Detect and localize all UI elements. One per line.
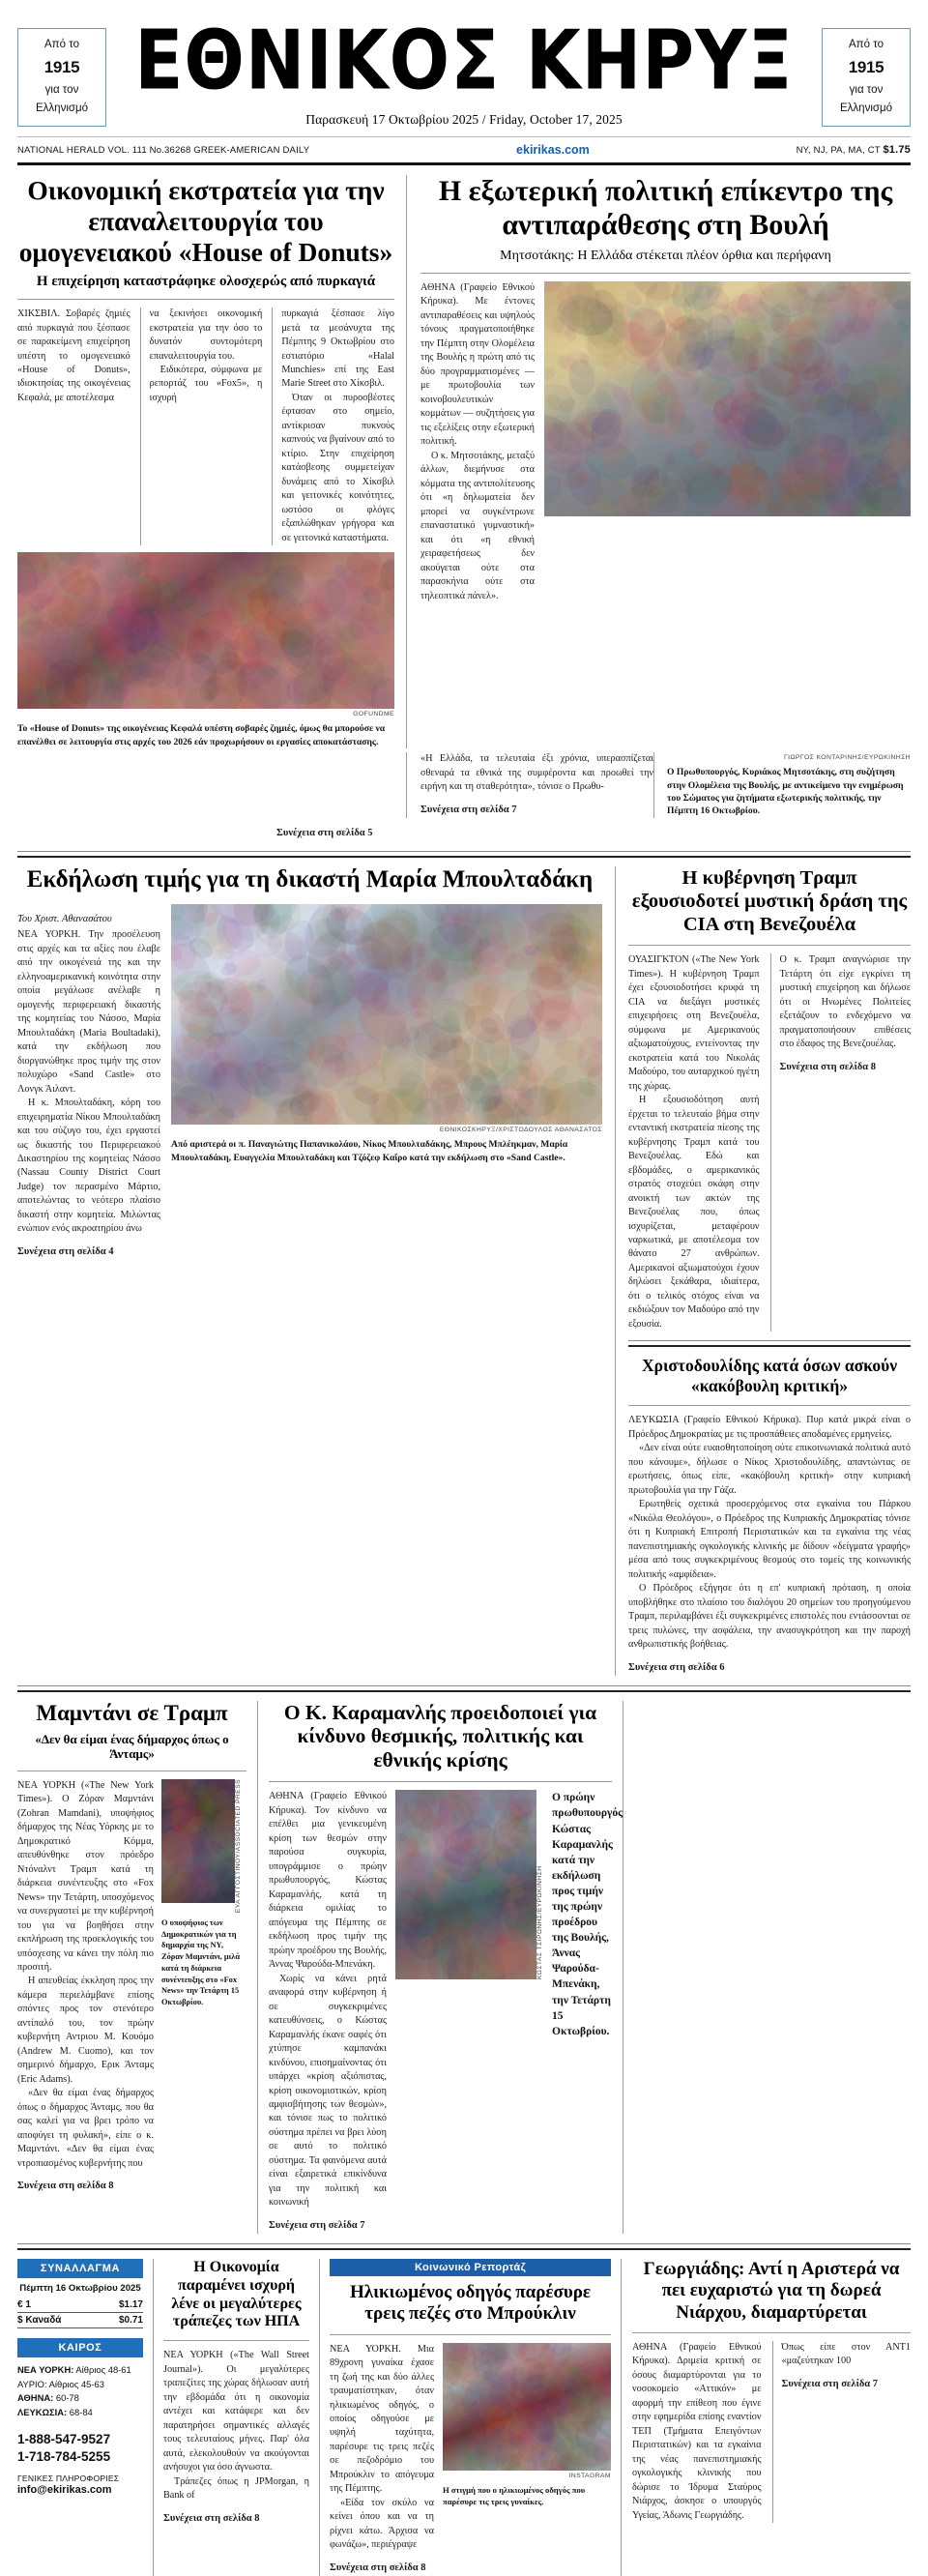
paragraph: ΝΕΑ ΥΟΡΚΗ («The Wall Street Journal»). Οι μεγαλύτερες τραπεζίτες της χώρας δήλωσαν αυτή την εβδομάδα ότι η οικονομία αντέχει και κατάφερε και δεν παρατηρήσει σημαντικές αλλαγές τους τελευταίους μήνες. Παρ' όλα αυτά, ελεκολουθούν να ακούγονται ανήσυχοι για όσο άγνωστα. xyxy=(163,2350,309,2474)
mid-right-cont: Συνέχεια στη σελίδα 8 xyxy=(779,1061,877,1072)
top-section xyxy=(17,165,911,748)
paragraph: ΝΕΑ ΥΟΡΚΗ («The New York Times»). Ο Ζόραν Μαμντάνι (Zohran Mamdani), υποψήφιος δήμαρχος της Νέας Υόρκης με το Δημοκρατικό Κόμμα, απευθύνθηκε στον πρόεδρο Ντόναλντ Τραμπ κατά τη διάρκεια συνέντευξης στο «Fox News» την Τετάρτη, υποσχόμενος να συνεργαστεί με την κυβέρνησή του για να βοηθήσει στην εκπλήρωση της προεκλογικής του υπόσχεσης να κάνει την πόλη πιο προσιτή. xyxy=(17,1779,154,1973)
low-a-photo-wrap xyxy=(161,1779,246,2194)
weather-row xyxy=(17,2378,143,2392)
paragraph: ΝΕΑ ΥΟΡΚΗ. Την προσέλευση στις αρχές και τα αξίες που έλαβε από την οικογένειά της και την ελληνοαμερικανική κοινότητα στην οποία μεγάλωσε ανέλαβε η ομογενής περιφερειακή δικαστής της κομητείας του Νάσσο, Μαρία Μπουλταδάκη (Maria Boultadaki), κατά την εκδήλωση που διοργανώθηκε προς τιμήν της στον πολυχώρο «Sand Castle» στο Λονγκ Άιλαντ. xyxy=(17,929,160,1095)
paragraph: Η εξουσιοδότηση αυτή έρχεται το τελευταίο βήμα στην ενταντική εκστρατεία πίεσης της κυβέρνησης Τραμπ κατά του Βενεζουέλας. Εδώ και εβδομάδες, ο αμερικανικός στρατός στοχεύει σκάφη στην ανοικτή των ακτών της Βενεζουέλας που, όπως ισχυρίζεται, μεταφέρουν ναρκωτικά, με αποτέλεσμα τον θάνατο 27 ανθρώπων. Αμερικανοί αξιωματούχοι έχουν δηλώσει ξεκάθαρα, ιδιαίτερα, ότι ο τελικός στόχος είναι να εκδιώξουν τον Μαδούρο από την εξουσία. xyxy=(627,1095,760,1330)
price-info xyxy=(797,144,911,156)
paragraph: Η απευθείας έκκληση προς την κάμερα περιελάμβανε επίσης σπόντες προς τον στενότερο αντίπαλό του, τον πρώην κυβερνήτη Αντριου Μ. Κουόμο (Andrew M. Cuomo), και τον σημερινό δήμαρχο, Ερικ Άνταμς (Eric Adams). xyxy=(17,1976,154,2085)
paragraph: να ξεκινήσει οικονομική εκστρατεία για την όσο το δυνατόν συντομότερη επαναλειτουργία του. xyxy=(149,308,263,362)
ear-right-line4: Ελληνισμό xyxy=(840,102,892,115)
bot3-body xyxy=(330,2343,611,2576)
lead-right-caption-cell xyxy=(653,752,911,818)
paragraph: ΝΕΑ ΥΟΡΚΗ. Μια 89χρονη γυναίκα έχασε τη ζωή της και δύο άλλες τραυματίστηκαν, όταν ηλικιωμένος οδηγός, ο οποίος οδηγούσε με υψηλή ταχύτητα, παρέσυρε τις τρεις πεζές σε πεζοδρόμιο του Μπρούκλιν το απόγευμα της Πέμπτης. xyxy=(330,2343,434,2495)
low-a-photo xyxy=(161,1779,235,1903)
mid-right-col1 xyxy=(628,953,760,1332)
mid-right-rule xyxy=(628,945,911,946)
fx-row xyxy=(17,2298,143,2313)
fx-date: Πέμπτη 16 Οκτωβρίου 2025 xyxy=(19,2282,141,2294)
lead-left-columns xyxy=(17,307,394,545)
mid-left-col1 xyxy=(17,928,160,1260)
low-b-photo-credit: ΚΩΣΤΑΣ ΤΣΙΡΩΝΗΣ/ΕΥΡΩΚΙΝΗΣΗ xyxy=(536,1865,543,1980)
mid-right-columns xyxy=(628,953,911,1332)
lead-left-col1 xyxy=(17,307,130,545)
lead-right-photo-wrap xyxy=(544,281,911,603)
weather-list xyxy=(17,2357,143,2420)
weather-value: Αίθριος 45-63 xyxy=(46,2378,104,2389)
lead-story-right xyxy=(406,175,911,748)
bot4-cont: Συνέχεια στη σελίδα 7 xyxy=(781,2378,879,2389)
masthead-date: Παρασκευή 17 Οκτωβρίου 2025 / Friday, October 17, 2025 xyxy=(305,112,623,128)
paragraph: Όπως είπε στον ΑΝΤ1 «μαζεύτηκαν 100 xyxy=(781,2341,911,2367)
low-b-body xyxy=(269,1790,623,2233)
paragraph: «Δεν είναι ούτε ευαισθητοποίηση ούτε επικοινωνιακά πολιτικά αυτό που κάνουμε», δήλωσε ο Νίκος Χριστοδουλίδης, απαντώντας σε ερωτήσεις, όπως είπε, «κακόβουλη κριτική» στην κυπριακή πρωτοβουλία για την Γάζα. xyxy=(627,1443,911,1496)
low-a-subhead: «Δεν θα είμαι ένας δήμαρχος όπως ο Άνταμς» xyxy=(35,1731,229,1762)
bot3-photo-wrap xyxy=(443,2343,611,2576)
lead-left-subhead: Η επιχείρηση καταστράφηκε ολοσχερώς από πυρκαγιά xyxy=(36,274,376,290)
bot4-columns xyxy=(632,2341,911,2523)
lower-section xyxy=(17,1701,911,2234)
lead-left-col2 xyxy=(140,307,263,545)
mid-left-byline: Του Χριστ. Αθανασάτου xyxy=(17,914,112,925)
mid-left-text-col xyxy=(17,904,160,1260)
lead-right-photo-credit: ΓΙΩΡΓΟΣ ΚΟΝΤΑΡΙΝΗΣ/ΕΥΡΩΚΙΝΗΣΗ xyxy=(783,754,911,762)
mid-story-left xyxy=(17,866,615,1676)
low-story-b xyxy=(257,1701,623,2234)
publication-info: NATIONAL HERALD VOL. 111 No.36268 GREEK-AMERICAN DAILY xyxy=(17,144,310,156)
paragraph: Όταν οι πυροσβέστες έφτασαν στο σημείο, αντίκρισαν πυκνούς καπνούς να βγαίνουν από το κτίριο. Στην επιχείρηση κατάσβεσης συμμετείχαν δυνάμεις από το Χίκσβιλ και γειτονικές κοινότητες, ωστόσο οι φλόγες εξαπλώθηκαν γρήγορα και σε γειτονικά καταστήματα. xyxy=(281,392,395,543)
lead-right-extra-col xyxy=(406,752,653,818)
mid-right-headline[interactable]: Η κυβέρνηση Τραμπ εξουσιοδοτεί μυστική δράση της CIA στη Βενεζουέλα xyxy=(631,866,908,936)
website-link[interactable]: ekirikas.com xyxy=(516,143,590,158)
mid-story-right xyxy=(615,866,911,1676)
top-footer-row xyxy=(17,752,911,818)
fx-row xyxy=(17,2313,143,2328)
lead-story-left xyxy=(17,175,406,748)
low-a-caption: Ο υποψήφιος των Δημοκρατικών για τη δημαρχία της ΝΥ, Ζόραν Μαμντάνι, μιλά κατά τη διάρκεια συνέντευξης στο «Fox News» την Τετάρτη 15 Οκτωβρίου. xyxy=(161,1917,241,2007)
bot4-rule xyxy=(632,2332,911,2333)
low-a-photo-credit: ΕΥΑ ΑΓΓΟΣΤΙΝΟΥ/ASSOCIATED PRESS xyxy=(235,1778,242,1913)
section-rule-2b xyxy=(17,1690,911,1692)
paragraph: Ερωτηθείς σχετικά προσερχόμενος στα εγκαίνια του Πάρκου «Νικόλα Θεολόγου», ο Πρόεδρος της Κυπριακής Δημοκρατίας τόνισε ότι η Κυπριακή Επιτροπή Περιστατικών και τα εγκαίνια της νέας πανεπιστημιακής ογκολογικής κλινικής με δίδουν «δείγματα γραφής» μέσα από τους συγκεκριμένους θεσμούς στο τομείς της κοινωνικής πολιτικής «αμφίδεια». xyxy=(627,1499,911,1580)
mid-left-photo-wrap xyxy=(171,904,602,1260)
bot3-rule xyxy=(330,2334,611,2335)
ear-left-year: 1915 xyxy=(44,58,80,77)
mid-right-divider2 xyxy=(628,1345,911,1347)
price-amount: $1.75 xyxy=(883,144,911,157)
fx-box-header: ΣΥΝΑΛΛΑΓΜΑ xyxy=(17,2259,143,2278)
bot2-headline[interactable]: Η Οικονομία παραμένει ισχυρή λένε οι μεγαλύτερες τράπεζες των ΗΠΑ xyxy=(171,2258,302,2330)
mid-left-photo xyxy=(171,904,602,1125)
low-b-headline[interactable]: Ο Κ. Καραμανλής προειδοποιεί για κίνδυνο θεσμικής, πολιτικής και εθνικής κρίσης xyxy=(283,1700,597,1772)
ear-right-line1: Από το xyxy=(849,39,884,51)
general-info-label: ΓΕΝΙΚΕΣ ΠΛΗΡΟΦΟΡΙΕΣ xyxy=(17,2473,120,2483)
lead-left-col3 xyxy=(272,307,394,545)
ear-left-line3: για τον xyxy=(44,84,79,97)
low-a-cont: Συνέχεια στη σελίδα 8 xyxy=(17,2181,114,2192)
weather-row xyxy=(17,2406,143,2420)
fx-label: € 1 xyxy=(17,2298,31,2310)
low-a-col1 xyxy=(17,1779,154,2194)
section-rule-3b xyxy=(17,2248,911,2250)
paragraph: «Η Ελλάδα, τα τελευταία έξι χρόνια, υπερασπίζεται σθεναρά τα εθνικά της συμφέροντα και προωθεί την ειρήνη και τη σταθερότητα», τόνισε ο Πρωθυ- xyxy=(420,753,653,793)
mid-left-photo-credit: ΕΘΝΙΚΟΣΚΗΡΥΞ/ΧΡΙΣΤΟΔΟΥΛΟΣ ΑΘΑΝΑΣΑΤΟΣ xyxy=(439,1127,602,1134)
section-rule-2 xyxy=(17,1685,911,1686)
lead-right-subhead: Μητσοτάκης: Η Ελλάδα στέκεται πλέον όρθια και περήφανη xyxy=(500,248,831,263)
left-footer-cell xyxy=(17,752,406,818)
lead-left-rule xyxy=(17,299,394,300)
low-b-photo xyxy=(395,1790,536,1979)
paragraph: ΑΘΗΝΑ (Γραφείο Εθνικού Κήρυκα). Τον κίνδυνο να επέλθει μια γενικευμένη κρίση των θεσμών στην παρούσα συγκυρία, υπογράμμισε ο πρώην πρωθυπουργός, Κώστας Καραμανλής, κατά τη διάρκεια ομιλίας το απόγευμα της Πέμπτης σε εκδήλωση προς τιμήν της πρώην προέδρου της Βουλής, Άννας Ψαρούδα-Μπενάκη. xyxy=(269,1791,387,1971)
fx-label: $ Καναδά xyxy=(17,2314,62,2326)
low-story-c xyxy=(623,1701,903,2234)
lead-right-col1 xyxy=(420,281,535,603)
low-b-col1 xyxy=(269,1790,387,2233)
bot3-cont: Συνέχεια στη σελίδα 8 xyxy=(330,2561,426,2573)
bottom-section xyxy=(17,2259,911,2576)
low-b-sidecaption-wrap xyxy=(552,1790,623,2233)
low-b-photo-wrap xyxy=(395,1790,543,2233)
paragraph: Χωρίς να κάνει ρητά αναφορά στην κυβέρνηση ή σε συγκεκριμένες κατευθύνσεις, ο Κώστας Καραμανλής έκανε σαφές ότι χτύπησε καμπανάκι κινδύνου, επισημαίνοντας ότι υπάρχει «κρίση αξιόπιστας, κρίση οικονομιστικών, κρίση αμφισβήτησης των θεσμών», και τόνισε πως το πολιτικό σύστημα πρέπει να βρει λύση σε αυτό το πολιτικό σύστημα. Τα φαινόμενα αυτά είναι εξαιρετικά επικίνδυνα για την πολιτική και κοινωνική xyxy=(269,1973,387,2209)
low-story-a xyxy=(17,1701,257,2234)
weather-value: 68-84 xyxy=(67,2407,93,2418)
fx-value: $0.71 xyxy=(118,2314,143,2326)
lead-left-photo-credit: GOFUNDME xyxy=(353,711,394,718)
paragraph: πυρκαγιά ξέσπασε λίγο μετά τα μεσάνυχτα της Πέμπτης 9 Οκτωβρίου στο εστιατόριο «Halal Munchies» επί της East Marie Street στο Χίκσβιλ. xyxy=(281,308,395,390)
lead-left-cont-cell xyxy=(276,818,406,841)
section-rule-1b xyxy=(17,856,911,858)
bot3-photo xyxy=(443,2343,611,2471)
bot4-col1 xyxy=(632,2341,762,2523)
social-report-band: Κοινωνικό Ρεπορτάζ xyxy=(330,2259,611,2276)
phone-2[interactable]: 1-718-784-5255 xyxy=(17,2449,111,2465)
low-a-headline[interactable]: Μαμντάνι σε Τραμπ xyxy=(36,1700,228,1725)
bot2-rule xyxy=(163,2340,309,2341)
ear-left xyxy=(17,28,106,127)
weather-row xyxy=(17,2391,143,2406)
low-b-cont: Συνέχεια στη σελίδα 7 xyxy=(269,2219,365,2231)
mid-right-col2 xyxy=(770,953,912,1332)
lead-right-headline[interactable]: Η εξωτερική πολιτική επίκεντρο της αντιπαράθεσης στη Βουλή xyxy=(438,175,893,242)
weather-city: ΝΕΑ ΥΟΡΚΗ: xyxy=(17,2363,74,2375)
spacer-cell xyxy=(17,818,276,841)
mid-section xyxy=(17,866,911,1676)
low-b-sidecaption: Ο πρώην πρωθυπουργός Κώστας Καραμανλής κατά την εκδήλωση προς τιμήν της πρώην προέδρου της Βουλής, Άννας Ψαρούδα-Μπενάκη, την Τετάρτη 15 Οκτωβρίου. xyxy=(552,1792,623,2037)
section-rule-1 xyxy=(17,851,911,852)
ear-left-line4: Ελληνισμό xyxy=(36,102,88,115)
bot3-col1 xyxy=(330,2343,434,2576)
lead-right-rule xyxy=(420,273,911,274)
paragraph: ΛΕΥΚΩΣΙΑ (Γραφείο Εθνικού Κήρυκα). Πυρ κατά μικρά είναι ο Πρόεδρος Δημοκρατίας με τις προσπάθειες αποδαμένες ερμηνείες. xyxy=(627,1415,911,1440)
paragraph: Ο κ. Μητσοτάκης, μεταξύ άλλων, διεμήνυσε στα κόμματα της αντιπολίτευσης ότι «η δηλωματεία δεν μπορεί να συγκέντρωνε επαναστατικό γυμναστική» και ότι «η εθνική χειραφετήσεως δεν ακούγεται ούτε στα παρασκήνια ούτε στα τηλεοπτικά πάνελ». xyxy=(420,450,535,601)
phone-1[interactable]: 1-888-547-9527 xyxy=(17,2432,111,2447)
mid-right-divider xyxy=(628,1340,911,1341)
weather-city: ΑΘΗΝΑ: xyxy=(17,2392,54,2404)
paragraph: ΧΙΚΣΒΙΛ. Σοβαρές ζημιές από πυρκαγιά που ξέσπασε σε παρακείμενη επιχείρηση υπέστη το ομογενειακό «House of Donuts», ιδιοκτησίας της οικογένειας Κεφαλά, με αποτέλεσμα xyxy=(17,308,130,403)
weather-city: ΑΥΡΙΟ: xyxy=(17,2378,47,2389)
ear-right-line3: για τον xyxy=(849,84,884,97)
ear-right xyxy=(822,28,911,127)
ear-left-line1: Από το xyxy=(44,39,79,51)
bottom-story-economy xyxy=(153,2259,319,2576)
lead-left-cont-row xyxy=(17,818,911,841)
paragraph: Ο κ. Τραμπ αναγνώρισε την Τετάρτη ότι είχε εγκρίνει τη μυστική επιχείρηση και δήλωσε ότι οι Ηνωμένες Πολιτείες εξετάζουν το ενδεχόμενο να πραγματοποιήσουν επιθέσεις στο έδαφος της Βενεζουέλας. xyxy=(779,954,912,1050)
masthead-title-wrap xyxy=(106,12,822,128)
lead-left-headline[interactable]: Οικονομική εκστρατεία για την επαναλειτουργία του ομογενειακού «House of Donuts» xyxy=(18,175,393,268)
mid-left-headline[interactable]: Εκδήλωση τιμής για τη δικαστή Μαρία Μπουλταδάκη xyxy=(26,865,594,893)
weather-row xyxy=(17,2363,143,2378)
lead-right-caption: Ο Πρωθυπουργός, Κυριάκος Μητσοτάκης, στη συζήτηση στην Ολομέλεια της Βουλής, με αντικείμενο την ενημέρωση του Σώματος για ζητήματα εξωτερικής πολιτικής, την Πέμπτη 16 Οκτωβρίου. xyxy=(667,767,904,817)
mid-left-body xyxy=(17,904,602,1260)
mid-right2-cont: Συνέχεια στη σελίδα 6 xyxy=(627,1661,725,1673)
page-title: ΕΘΝΙΚΟΣ ΚΗΡΥΞ xyxy=(134,12,794,108)
price-regions: NY, NJ, PA, MA, CT xyxy=(796,145,884,157)
paragraph: Τράπεζες όπως η JPMorgan, η Bank of xyxy=(163,2475,309,2502)
contact-email[interactable]: info@ekirikas.com xyxy=(17,2483,112,2496)
paragraph: Ο Πρόεδρος εξήγησε ότι η επ' κυπριακή πρόταση, η οποία υποβλήθηκε στο πλαίσιο του διαλόγου 20 σημείων του προηγούμενου Τραμπ, περιλαμβάνει έξι συγκεκριμένες επιστολές που εντάσσονται σε τρεις πυλώνες, την ασφάλεια, την ανασυγκρότηση και την παροχή ανθρωπιστικής βοήθειας. xyxy=(627,1583,911,1651)
weather-value: Αίθριος 48-61 xyxy=(73,2363,131,2375)
lead-right-cont: Συνέχεια στη σελίδα 7 xyxy=(420,804,517,815)
bot4-col2 xyxy=(772,2341,912,2523)
bot2-col1 xyxy=(163,2349,309,2526)
paragraph: ΑΘΗΝΑ (Γραφείο Εθνικού Κήρυκα). Με έντονες αντιπαραθέσεις και υψηλούς τόνους πραγματοποιήθηκε την Πέμπτη στην Ολομέλεια της Βουλής η πρώτη από τις δύο προγραμματισμένες — με πρωτοβουλία των κοινοβουλευτικών κομμάτων — συζητήσεις για τις εξελίξεις στην εξωτερική πολιτική. xyxy=(420,281,535,448)
bottom-story-brooklyn xyxy=(319,2259,621,2576)
low-b-rule xyxy=(269,1781,612,1782)
mid-right2-rule xyxy=(628,1405,911,1406)
lead-left-photo xyxy=(17,552,394,709)
masthead-infobar xyxy=(17,137,911,162)
bot3-headline[interactable]: Ηλικιωμένος οδηγός παρέσυρε τρεις πεζές στο Μπρούκλιν xyxy=(349,2281,592,2325)
paragraph: ΑΘΗΝΑ (Γραφείο Εθνικού Κήρυκα). Δριμεία κριτική σε όσους διαμαρτύρονται για το νοσοκομείο «Αττικόν» με αφορμή την επίθεση που έγινε στην εφημερίδα επίσης εναντίον ΤΕΠ (Τμήματα Επειγόντων Περιστατικών) και τα εγκαίνια της νέας πανεπιστημιακής ογκολογικής κλινικής που δώρισε το Ίδρυμα Σταύρος Νιάρχος, άσκησε ο υπουργός Υγείας, Άδωνις Γεωργιάδης. xyxy=(632,2341,762,2521)
bot4-headline[interactable]: Γεωργιάδης: Αντί η Αριστερά να πει ευχαριστώ για τη δωρεά Νιάρχου, διαμαρτύρεται xyxy=(643,2258,900,2323)
paragraph: «Δεν θα είμαι ένας δήμαρχος όπως ο δήμαρχος Άνταμς, που θα σας καλεί για να βρει τρόπο να αποφύγει τη φυλακή», είπε ο κ. Μαμντάνι. «Δεν θα είμαι ένας ντροπιασμένος κυβερνήτης που xyxy=(17,2088,154,2169)
lead-left-caption: Το «House of Donuts» της οικογένειας Κεφαλά υπέστη σοβαρές ζημιές, όμως θα μπορούσε να επανέλθει σε λειτουργία στις αρχές του 2026 εάν προχωρήσουν οι εργασίες αποκατάστασης. xyxy=(17,723,386,747)
mid-left-cont: Συνέχεια στη σελίδα 4 xyxy=(17,1245,114,1257)
sidebar-column xyxy=(17,2259,153,2576)
weather-value: 60-78 xyxy=(53,2392,79,2404)
contact-phones xyxy=(17,2431,143,2466)
bot2-cont: Συνέχεια στη σελίδα 8 xyxy=(163,2512,260,2524)
paragraph: «Είδα τον σκύλο να κείνει όπου και να τη ρίχνει κάτω. Άρχισα να φωνάζω», περιέγραψε xyxy=(330,2497,434,2551)
mid-right2-headline[interactable]: Χριστοδουλίδης κατά όσων ασκούν «κακόβουλη κριτική» xyxy=(641,1356,898,1396)
mid-left-caption: Από αριστερά οι π. Παναγιώτης Παπανικολάου, Νίκος Μπουλταδάκης, Μπρους Μπλέηκμαν, Μαρία Μπουλταδάκη, Ευαγγελία Μπουλταδάκη και Τζόζεφ Καΐρο κατά την εκδήλωση στο «Sand Castle». xyxy=(171,1139,568,1163)
lead-right-photo xyxy=(544,281,911,516)
mid-right2-col1 xyxy=(628,1414,911,1675)
paragraph: ΟΥΑΣΙΓΚΤΟΝ («The New York Times»). Η κυβέρνηση Τραμπ έχει εξουσιοδοτήσει κρυφά τη CIA να διεξάγει μυστικές επιχειρήσεις στη Βενεζουέλα, σύμφωνα με Αμερικανούς αξιωματούχους, εντείνοντας την εκστρατεία κατά του Νικολάς Μαδούρο, του αυταρχικού ηγέτη της χώρας. xyxy=(627,954,760,1092)
lead-right-body xyxy=(420,281,911,603)
bot3-caption: Η στιγμή που ο ηλικιωμένος οδηγός που παρέσυρε τις τρεις γυναίκες. xyxy=(443,2484,586,2506)
ear-right-year: 1915 xyxy=(848,58,884,77)
section-rule-3 xyxy=(17,2243,911,2244)
weather-box-header: ΚΑΙΡΟΣ xyxy=(17,2338,143,2357)
paragraph: Η κ. Μπουλταδάκη, κόρη του επιχειρηματία Νίκου Μπουλταδάκη και του σύζυγο του, έχει εργαστεί ως δικαστής του Περιφερειακού Δικαστηρίου της κομητείας Νάσσο (Nassau County District Court Judge) τον περασμένο Μάρτιο, αποτελώντας το νεότερο πλαίσιο δικαστή στην κομητεία. Μιλώντας ενώπιον ενός ακροατηρίου άνω xyxy=(17,1098,160,1235)
bottom-story-georgiadis xyxy=(621,2259,911,2576)
paragraph: Ειδικότερα, σύμφωνα με ρεπορτάζ του «Fox5», η ισχυρή xyxy=(149,365,263,403)
masthead xyxy=(17,0,911,128)
low-a-body xyxy=(17,1779,246,2194)
lead-left-cont: Συνέχεια στη σελίδα 5 xyxy=(276,827,373,838)
weather-city: ΛΕΥΚΩΣΙΑ: xyxy=(17,2407,68,2418)
bot3-photo-credit: INSTAGRAM xyxy=(568,2472,611,2479)
fx-value: $1.17 xyxy=(118,2298,143,2310)
